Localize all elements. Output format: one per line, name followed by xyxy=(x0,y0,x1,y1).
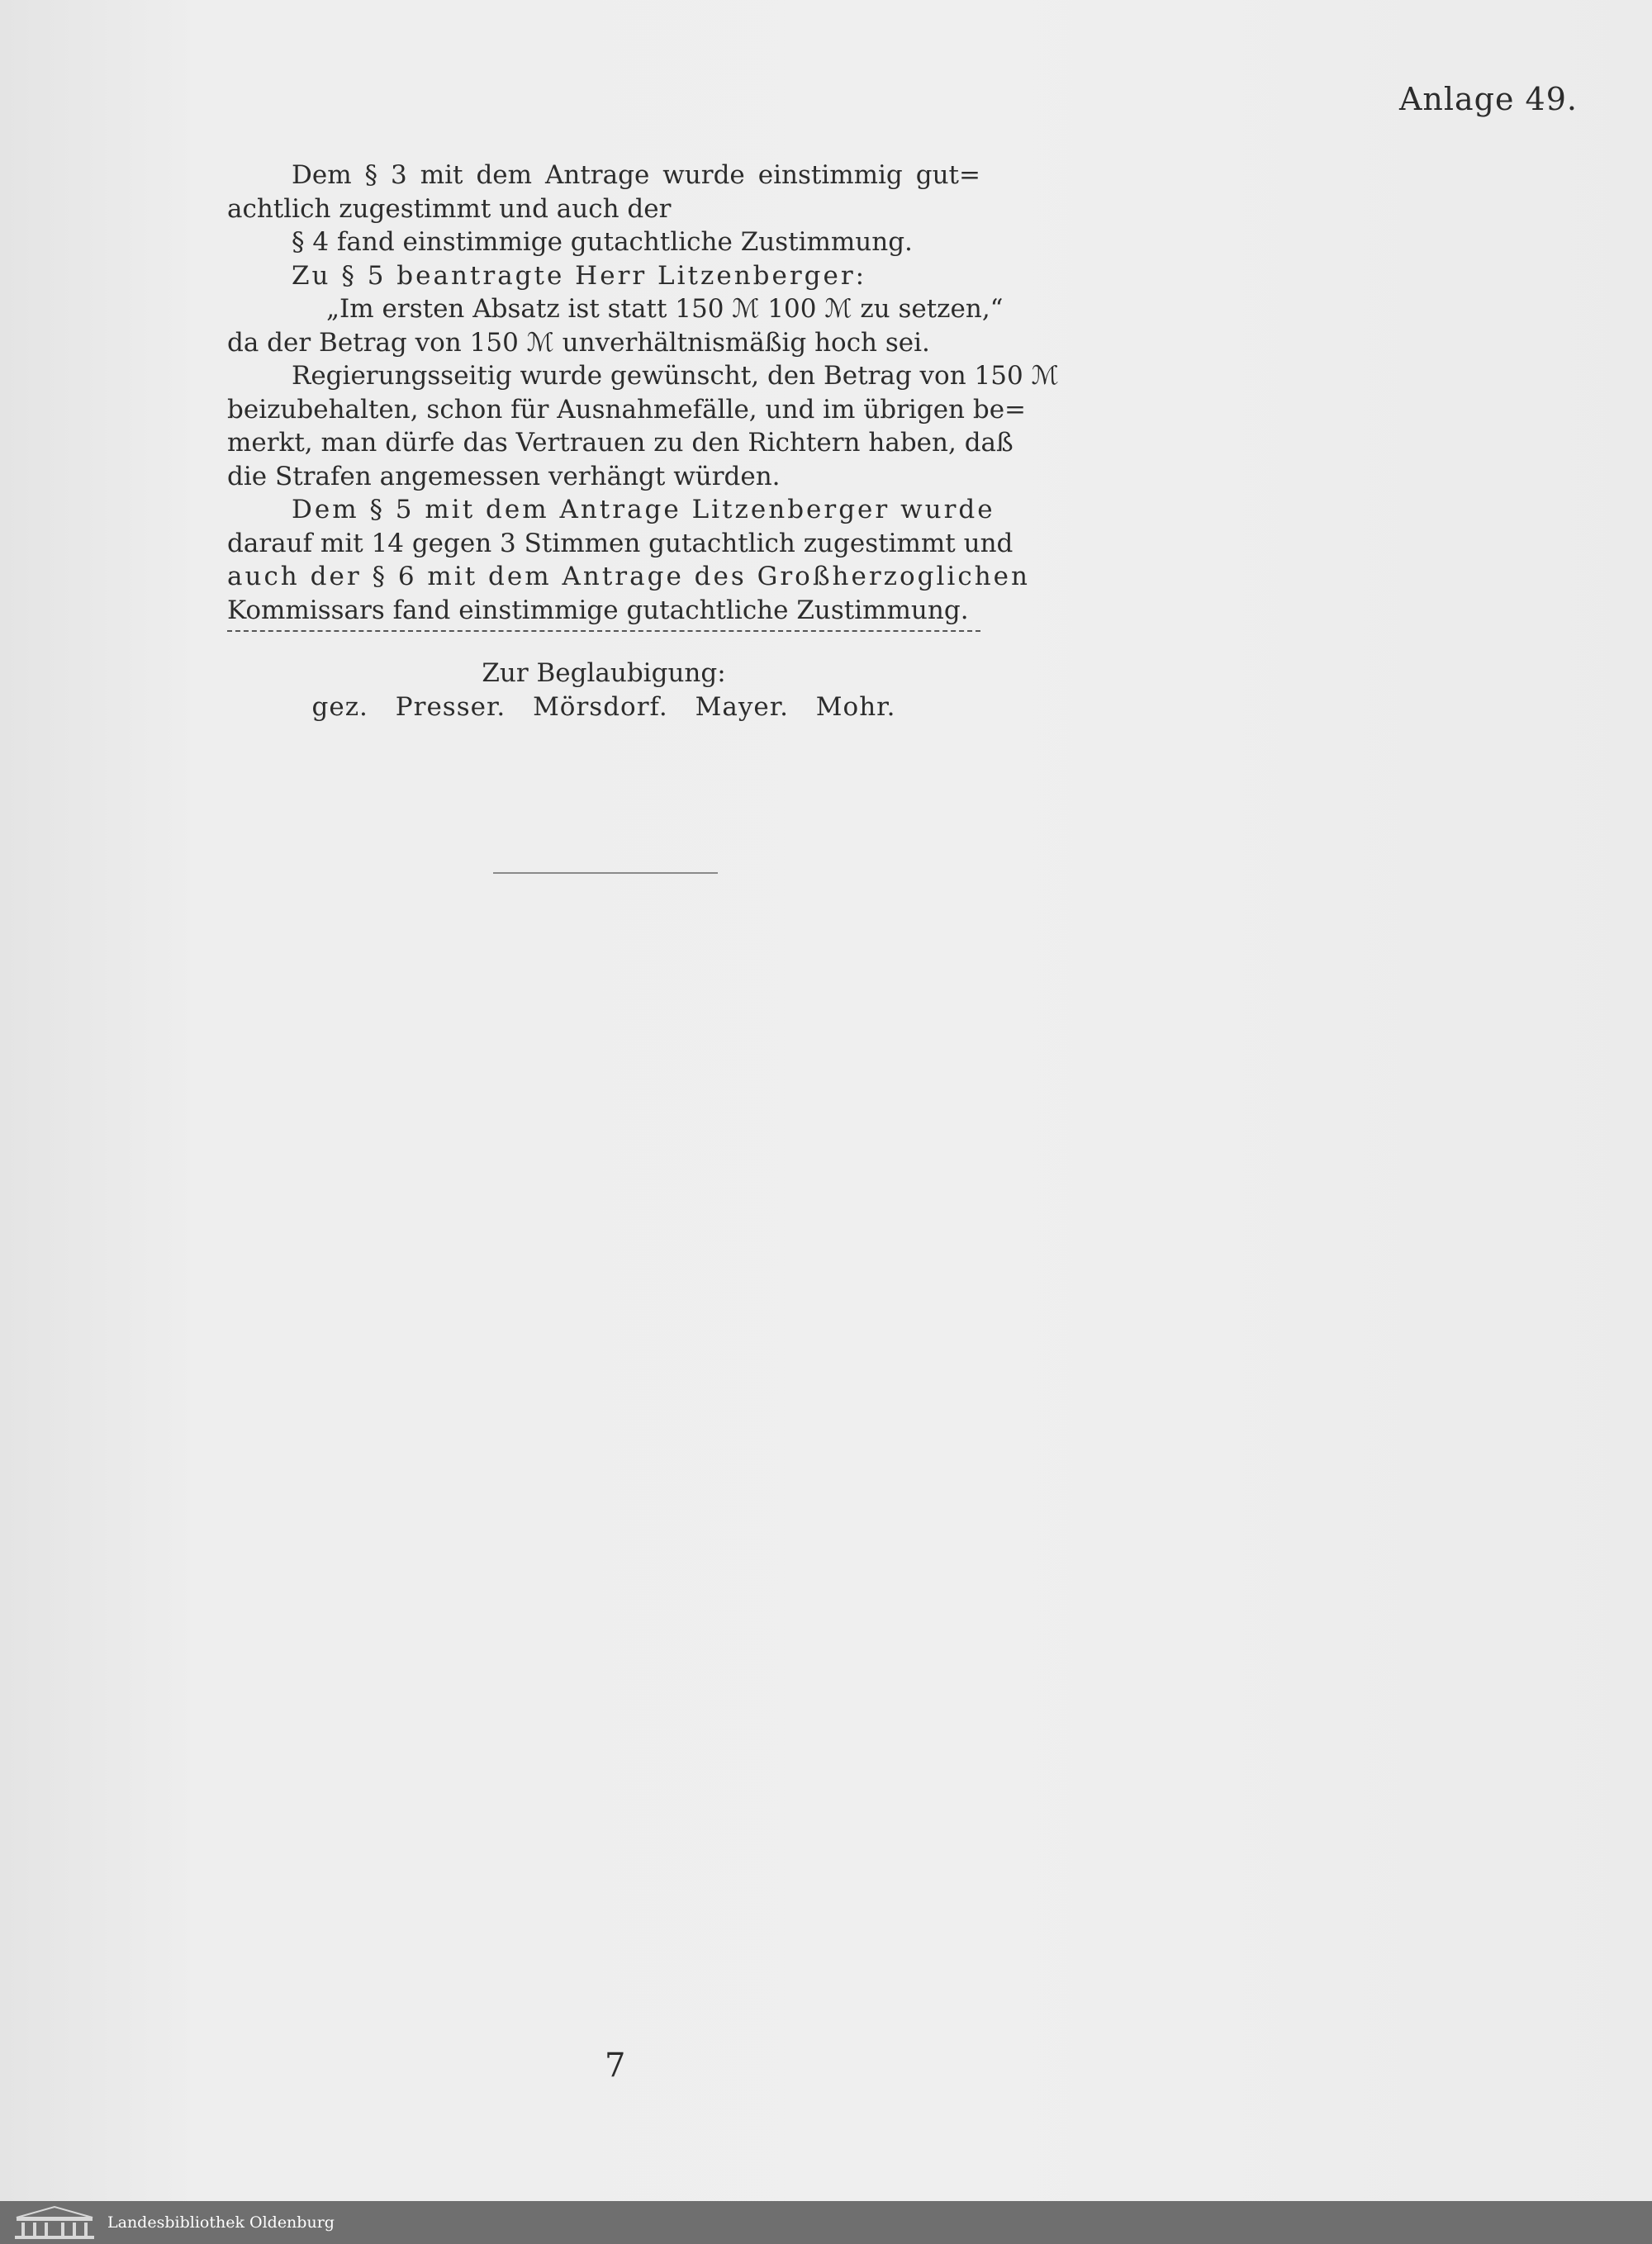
separator-rule xyxy=(493,872,718,874)
text-line: merkt, man dürfe das Vertrauen zu den Richtern haben, daß xyxy=(227,428,1014,458)
text-line: Dem § 3 mit dem Antrage wurde einstimmig gut= xyxy=(292,160,980,190)
text-line: achtlich zugestimmt und auch der xyxy=(227,193,672,224)
page-number: 7 xyxy=(605,2047,626,2085)
protocol-text xyxy=(227,159,1059,723)
text-line: Kommissars fand einstimmige gutachtliche Zustimmung. xyxy=(227,595,969,625)
library-footer xyxy=(0,2201,1652,2244)
text-line: die Strafen angemessen verhängt würden. xyxy=(227,461,781,491)
text-line: § 4 fand einstimmige gutachtliche Zustimmung. xyxy=(292,227,913,257)
text-line: Zu § 5 beantragte Herr Litzenberger: xyxy=(292,260,867,291)
text-line: „Im ersten Absatz ist statt 150 ℳ 100 ℳ zu setzen,“ xyxy=(326,294,1004,324)
text-line: Regierungsseitig wurde gewünscht, den Betrag von 150 ℳ xyxy=(292,361,1059,391)
text-line: darauf mit 14 gegen 3 Stimmen gutachtlich zugestimmt und xyxy=(227,528,1014,558)
text-line: auch der § 6 mit dem Antrage des Großherzoglichen xyxy=(227,562,1030,591)
certification-title: Zur Beglaubigung: xyxy=(482,658,726,688)
library-name: Landesbibliothek Oldenburg xyxy=(107,2213,335,2232)
dashed-divider xyxy=(227,630,980,648)
text-line: da der Betrag von 150 ℳ unverhältnismäßig hoch sei. xyxy=(227,327,930,358)
annex-label: Anlage 49. xyxy=(1398,81,1578,117)
text-line: Dem § 5 mit dem Antrage Litzenberger wurde xyxy=(292,495,995,524)
library-building-icon xyxy=(12,2204,97,2241)
signatures: gez. Presser. Mörsdorf. Mayer. Mohr. xyxy=(311,691,896,722)
text-line: beizubehalten, schon für Ausnahmefälle, und im übrigen be= xyxy=(227,394,1027,425)
